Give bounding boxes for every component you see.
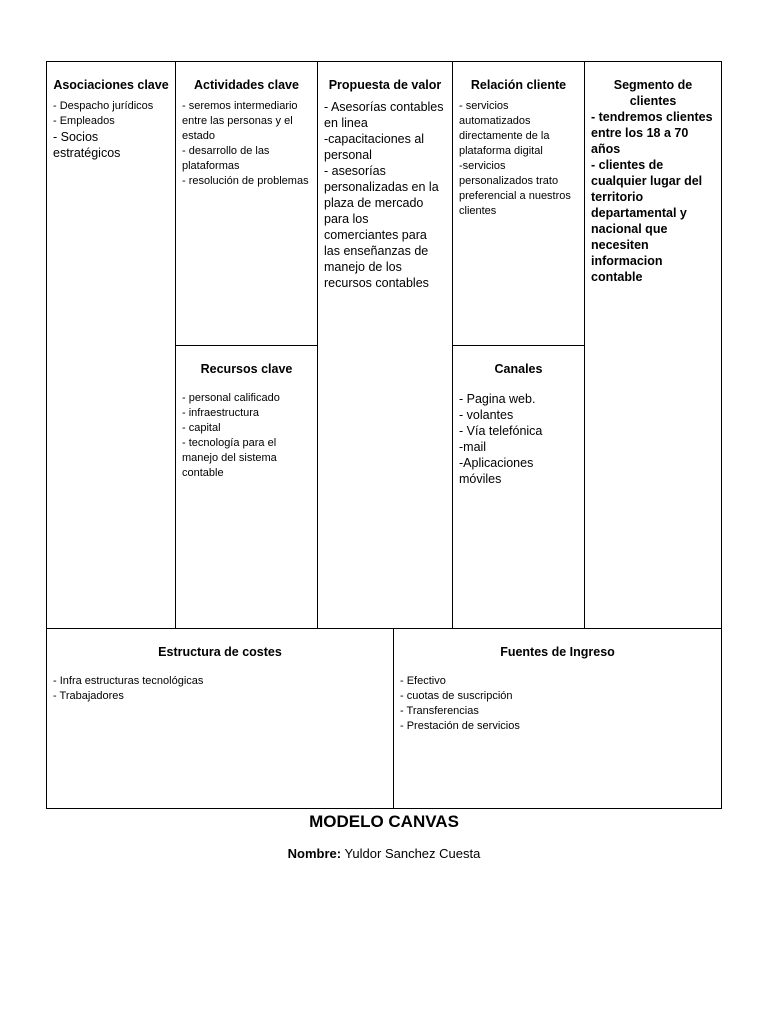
relacion-cliente-list (453, 99, 584, 219)
list-item: - Asesorías contables en linea (324, 100, 444, 130)
author-name: Yuldor Sanchez Cuesta (341, 846, 481, 861)
canales-list (453, 391, 584, 487)
segmento-de-clientes-list (585, 109, 721, 285)
list-item: - Empleados (53, 115, 115, 127)
propuesta-de-valor-cell (318, 62, 453, 628)
list-item: -mail (459, 440, 487, 454)
propuesta-de-valor-list (318, 99, 452, 291)
list-item: - tendremos clientes entre los 18 a 70 años (591, 110, 713, 156)
list-item: - Pagina web. (459, 392, 536, 406)
fuentes-de-ingreso-list (394, 674, 721, 734)
list-item: - cuotas de suscripción (400, 690, 513, 702)
asociaciones-clave-cell (47, 62, 176, 628)
fuentes-de-ingreso-title: Fuentes de Ingreso (500, 645, 615, 659)
author-label: Nombre: (287, 846, 342, 861)
list-item: - Prestación de servicios (400, 720, 520, 732)
list-item: - personal calificado (182, 392, 280, 404)
list-item: - Vía telefónica (459, 424, 543, 438)
segmento-de-clientes-cell (585, 62, 721, 628)
asociaciones-clave-title: Asociaciones clave (53, 78, 169, 92)
list-item: -Aplicaciones móviles (459, 456, 534, 486)
list-item: - volantes (459, 408, 514, 422)
business-model-canvas (46, 61, 722, 809)
list-item: - seremos intermediario entre las personas y el estado (182, 100, 298, 142)
list-item: - Socios estratégicos (53, 130, 121, 160)
segmento-de-clientes-title: Segmento de clientes (613, 78, 693, 108)
recursos-clave-cell (176, 346, 318, 628)
list-item: - Despacho jurídicos (53, 100, 154, 112)
list-item: - servicios automatizados directamente de la plataforma digital (459, 100, 550, 157)
list-item: -servicios personalizados trato preferencial a nuestros clientes (459, 160, 571, 217)
propuesta-de-valor-title: Propuesta de valor (328, 78, 442, 92)
relacion-cliente-cell (453, 62, 585, 346)
asociaciones-clave-list (47, 99, 175, 161)
estructura-de-costes-list (47, 674, 393, 704)
list-item: - capital (182, 422, 221, 434)
estructura-de-costes-cell (47, 628, 394, 808)
canales-title: Canales (494, 362, 543, 376)
actividades-clave-list (176, 99, 317, 189)
list-item: - infraestructura (182, 407, 260, 419)
actividades-clave-cell (176, 62, 318, 346)
actividades-clave-title: Actividades clave (194, 78, 299, 92)
list-item: - desarrollo de las plataformas (182, 145, 270, 172)
list-item: - tecnología para el manejo del sistema contable (182, 437, 277, 479)
list-item: - Trabajadores (53, 690, 124, 702)
document-title: MODELO CANVAS (309, 812, 459, 831)
estructura-de-costes-title: Estructura de costes (158, 645, 282, 659)
list-item: - clientes de cualquier lugar del territorio departamental y nacional que necesiten informacion contable (591, 158, 703, 284)
author-line (46, 845, 722, 863)
list-item: - Infra estructuras tecnológicas (53, 675, 204, 687)
canales-cell (453, 346, 585, 628)
list-item: - asesorías personalizadas en la plaza de mercado para los comerciantes para las enseñanzas de manejo de los recursos contables (324, 164, 439, 290)
list-item: - resolución de problemas (182, 175, 309, 187)
recursos-clave-title: Recursos clave (200, 362, 293, 376)
list-item: - Transferencias (400, 705, 479, 717)
list-item: - Efectivo (400, 675, 446, 687)
fuentes-de-ingreso-cell (394, 628, 721, 808)
list-item: -capacitaciones al personal (324, 132, 425, 162)
recursos-clave-list (176, 391, 317, 481)
relacion-cliente-title: Relación cliente (470, 78, 567, 92)
